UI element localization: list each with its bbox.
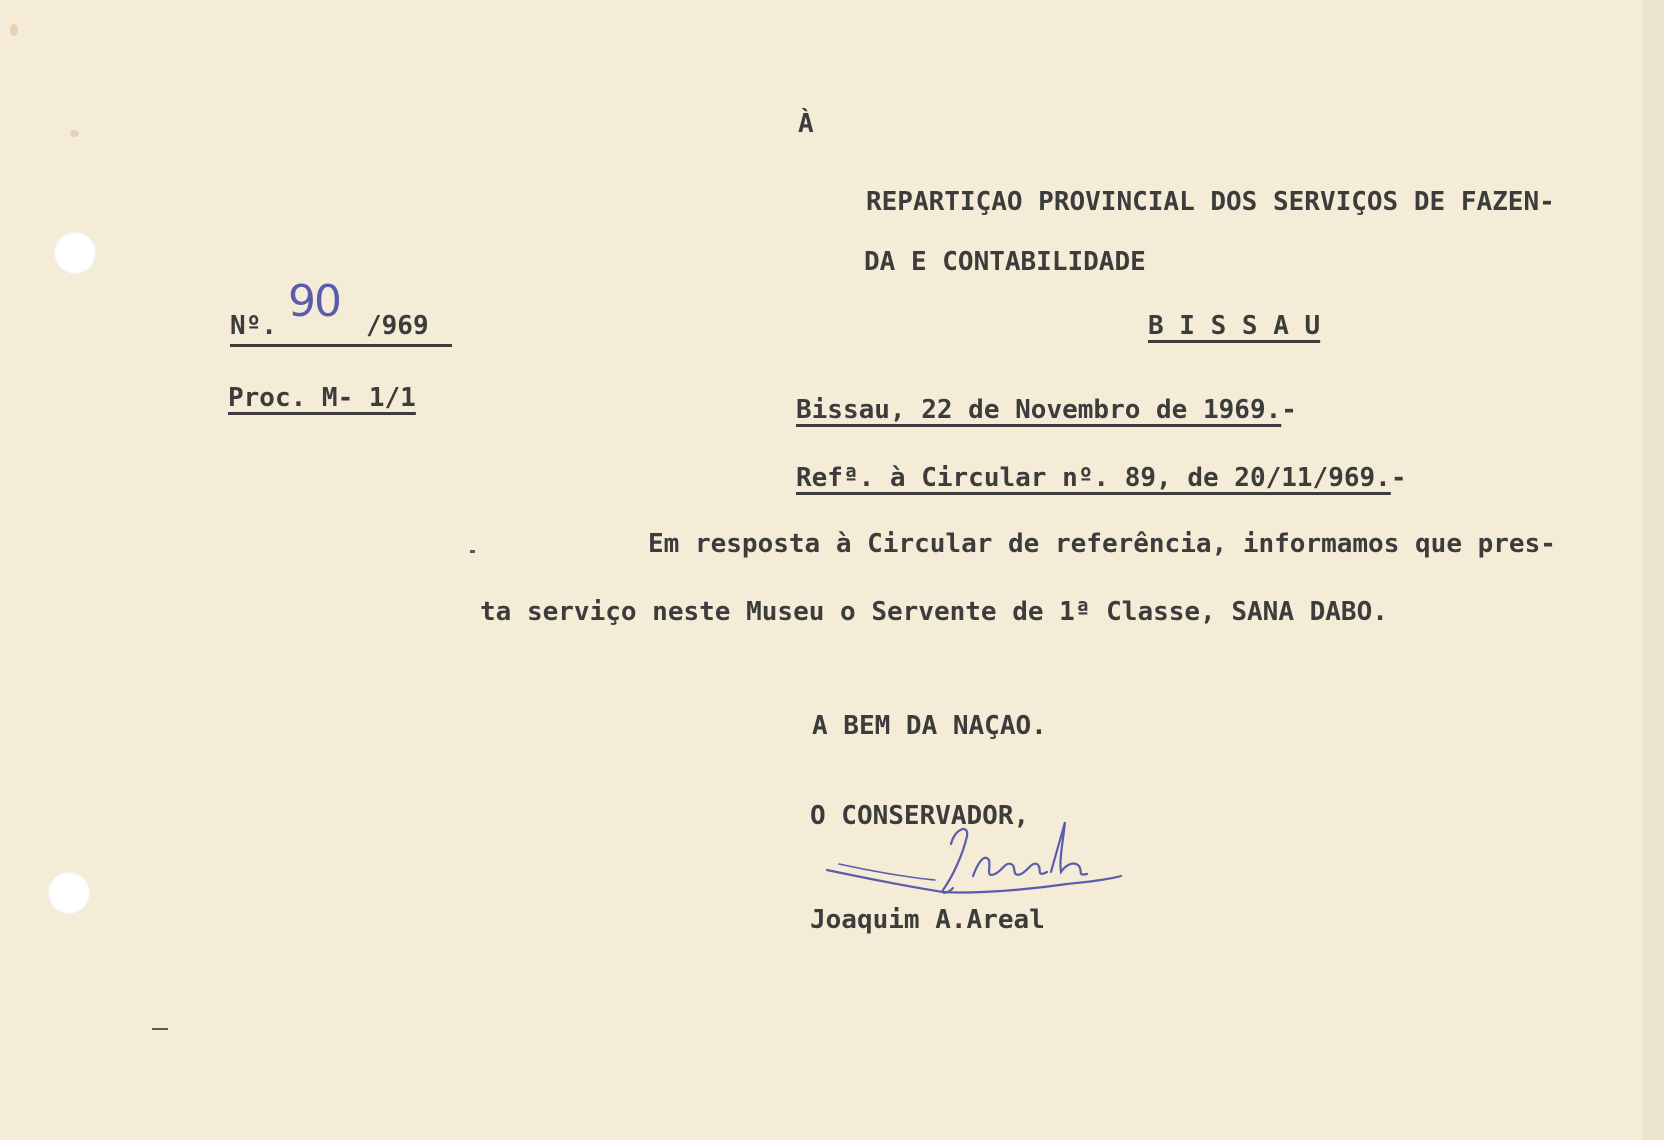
date-dash: - [1281,395,1297,425]
date-line [796,394,1297,426]
punch-hole-bottom [48,872,90,914]
margin-mark [152,1028,168,1030]
punch-hole-top [54,232,96,274]
reference-number-year: /969 [366,311,429,341]
body-line-1: Em resposta à Circular de referência, informamos que pres- [648,529,1556,559]
reference-line [796,462,1406,494]
paper-edge [1642,0,1664,1140]
stray-mark [470,550,475,553]
process-number: Proc. M- 1/1 [228,383,416,413]
paper-stain [10,24,18,36]
paper-stain [70,130,79,137]
reference-number-underline [230,344,452,347]
closing-formula: A BEM DA NAÇAO. [812,711,1047,741]
handwritten-signature [825,820,1125,910]
addressee-line-1: REPARTIÇAO PROVINCIAL DOS SERVIÇOS DE FAZEN- [866,187,1555,217]
reference-number-handwritten: 90 [288,276,340,327]
body-line-2: ta serviço neste Museu o Servente de 1ª Classe, SANA DABO. [480,597,1388,627]
addressee-city: B I S S A U [1148,311,1321,341]
reference-number-label: Nº. [230,311,277,341]
signatory-title: O CONSERVADOR, [810,801,1030,831]
reference-text: Refª. à Circular nº. 89, de 20/11/969. [796,463,1391,493]
signatory-name: Joaquim A.Areal [810,905,1045,935]
reference-dash: - [1390,463,1407,493]
salutation: À [798,109,814,139]
addressee-line-2: DA E CONTABILIDADE [864,247,1146,277]
date-text: Bissau, 22 de Novembro de 1969. [796,395,1282,425]
